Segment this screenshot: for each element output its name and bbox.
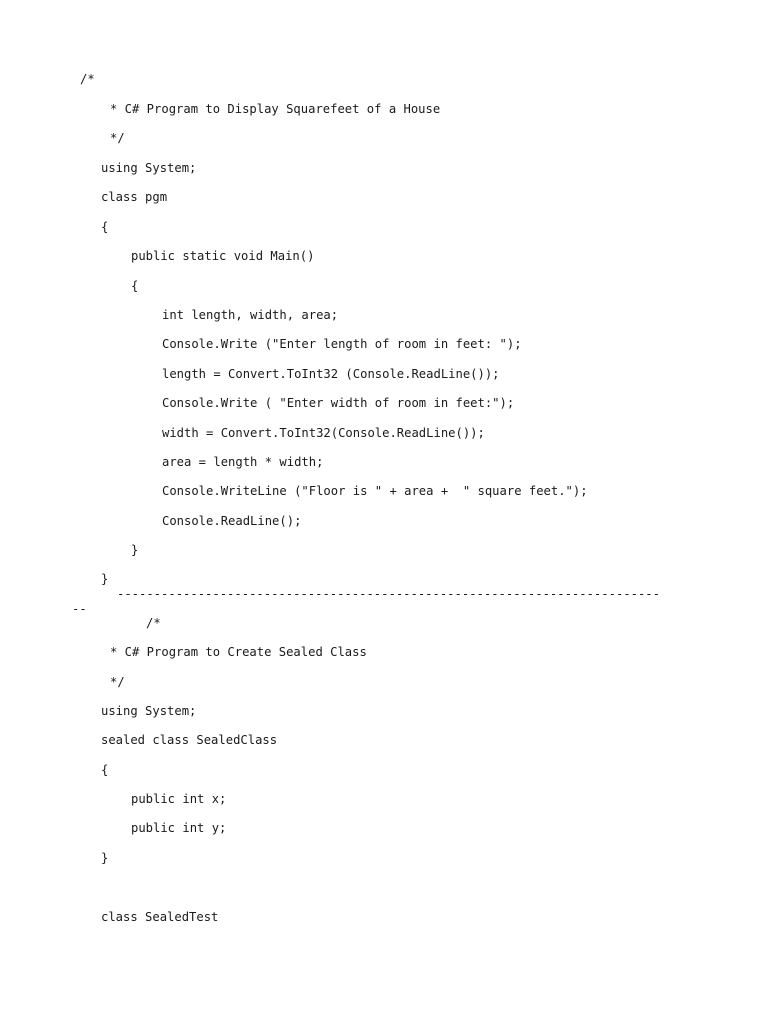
field-declaration: public int y; [131, 821, 227, 835]
separator-wrap: -- [72, 602, 87, 616]
code-line: area = length * width; [162, 455, 324, 469]
comment-open: /* [146, 616, 161, 630]
separator-dashes: -------------------------------------------------------------------------- [117, 587, 660, 601]
method-close-brace: } [131, 543, 139, 557]
code-line: int length, width, area; [162, 308, 339, 322]
class-close-brace: } [101, 851, 109, 865]
comment-title: * C# Program to Create Sealed Class [110, 645, 367, 659]
class-open-brace: { [101, 763, 109, 777]
code-line: Console.ReadLine(); [162, 514, 302, 528]
code-line: Console.WriteLine ("Floor is " + area + " square feet."); [162, 484, 588, 498]
using-statement: using System; [101, 704, 197, 718]
comment-title: * C# Program to Display Squarefeet of a House [110, 102, 441, 116]
method-open-brace: { [131, 279, 139, 293]
class-declaration: sealed class SealedClass [101, 733, 278, 747]
code-line: width = Convert.ToInt32(Console.ReadLine()); [162, 426, 485, 440]
method-declaration: public static void Main() [131, 249, 315, 263]
comment-close: */ [110, 131, 125, 145]
field-declaration: public int x; [131, 792, 227, 806]
class-open-brace: { [101, 220, 109, 234]
code-line: Console.Write ("Enter length of room in feet: "); [162, 337, 522, 351]
comment-open: /* [80, 72, 95, 86]
using-statement: using System; [101, 161, 197, 175]
comment-close: */ [110, 675, 125, 689]
code-line: Console.Write ( "Enter width of room in feet:"); [162, 396, 515, 410]
class-close-brace: } [101, 572, 109, 586]
class-declaration: class SealedTest [101, 910, 219, 924]
code-line: length = Convert.ToInt32 (Console.ReadLine()); [162, 367, 500, 381]
class-declaration: class pgm [101, 190, 168, 204]
